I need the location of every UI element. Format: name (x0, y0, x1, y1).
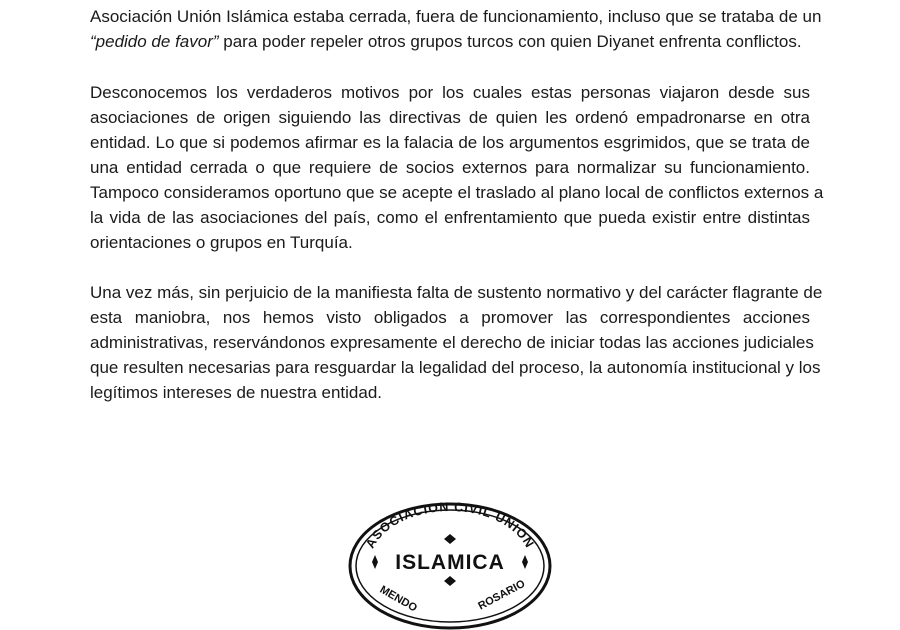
paragraph-2-line: Tampoco consideramos oportuno que se acepte el traslado al plano local de conflictos externos a (90, 183, 824, 202)
quoted-phrase: “pedido de favor” (90, 32, 219, 51)
paragraph-3-line: Una vez más, sin perjuicio de la manifiesta falta de sustento normativo y del carácter flagrante de (90, 283, 823, 302)
seal-arc-top-text: ASOCIACION CIVIL UNION (363, 500, 537, 551)
paragraph-2-line: orientaciones o grupos en Turquía. (90, 233, 353, 252)
paragraph-1-line-2-rest: para poder repeler otros grupos turcos con quien Diyanet enfrenta conflictos. (218, 32, 802, 51)
paragraph-3 (90, 280, 823, 405)
paragraph-2-line: entidad. Lo que si podemos afirmar es la falacia de los argumentos esgrimidos, que se trata de (90, 133, 810, 152)
diamond-icon (444, 576, 456, 586)
seal-arc-bottom-right-text: ROSARIO (476, 577, 528, 613)
paragraph-2 (90, 80, 824, 255)
paragraph-3-line: legítimos intereses de nuestra entidad. (90, 383, 383, 402)
diamond-icon (444, 534, 456, 544)
seal-center-text: ISLAMICA (395, 551, 505, 574)
paragraph-2-line: una entidad cerrada o que requiere de socios externos para normalizar su funcionamiento. (90, 158, 810, 177)
association-seal (348, 500, 552, 630)
paragraph-3-line: esta maniobra, nos hemos visto obligados a promover las correspondientes acciones (90, 308, 810, 327)
paragraph-2-line: la vida de las asociaciones del país, como el enfrentamiento que pueda existir entre distintas (90, 208, 810, 227)
star-icon (522, 555, 528, 569)
paragraph-2-line: Desconocemos los verdaderos motivos por los cuales estas personas viajaron desde sus (90, 83, 810, 102)
paragraph-1-line-2 (90, 29, 810, 54)
seal-arc-bottom-left-text: MENDO (377, 583, 420, 615)
paragraph-3-line: administrativas, reservándonos expresamente el derecho de iniciar todas las acciones judiciales (90, 333, 814, 352)
paragraph-1 (90, 4, 822, 54)
star-icon (372, 555, 378, 569)
paragraph-3-line: que resulten necesarias para resguardar la legalidad del proceso, la autonomía institucional y los (90, 358, 821, 377)
paragraph-2-line: asociaciones de origen siguiendo las directivas de quien les ordenó empadronarse en otra (90, 108, 810, 127)
paragraph-1-line-1: Asociación Unión Islámica estaba cerrada, fuera de funcionamiento, incluso que se trataba de un (90, 7, 822, 26)
